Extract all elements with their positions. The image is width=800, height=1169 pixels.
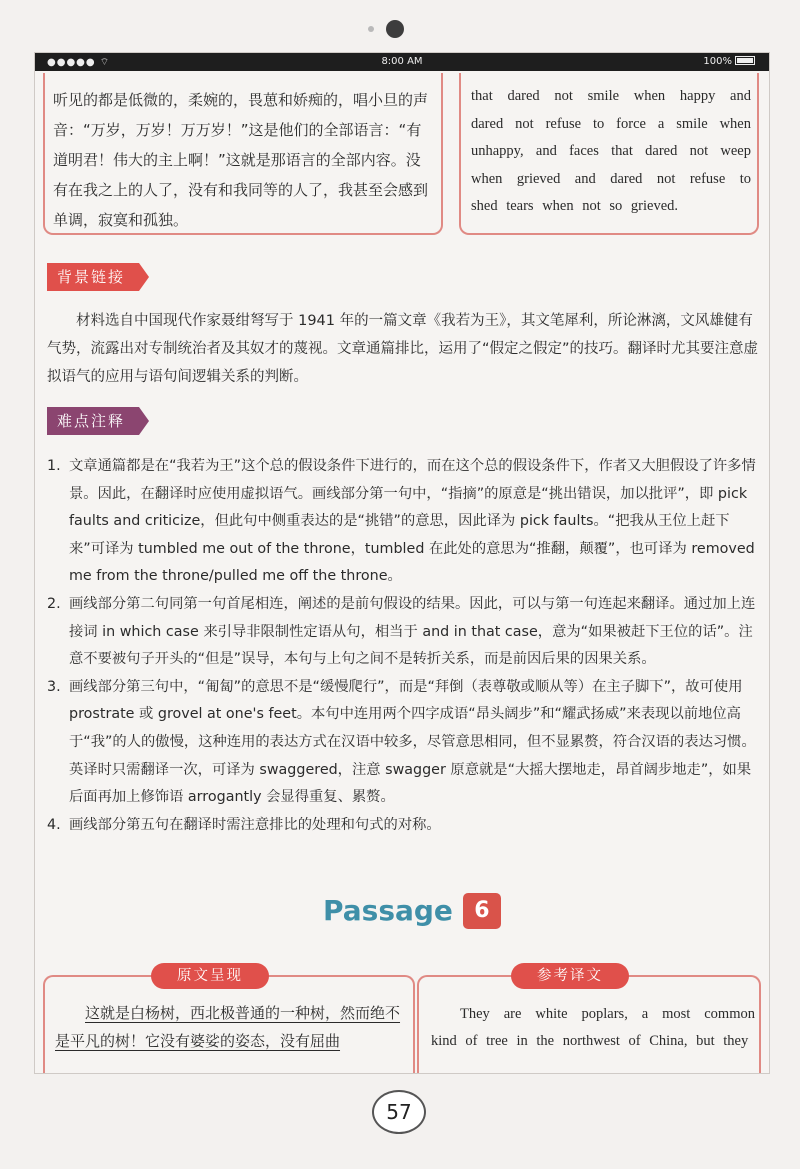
translation-text-en: that dared not smile when happy and dared not refuse to force a smile when unhappy, and faces that dared not weep when grieved and dared not refuse to shed tears when not so grieved. bbox=[471, 88, 751, 214]
status-bar bbox=[35, 53, 769, 71]
note-number: 1. bbox=[47, 458, 61, 474]
note-text: 画线部分第二句同第一句首尾相连，阐述的是前句假设的结果。因此，可以与第一句连起来翻译。通过加上连接词 in which case 来引导非限制性定语从句，相当于 and in that case，意为“如果被赶下王位的话”。注意不要被句子开头的“但是”误导，本句与上句之间不是转折关系，而是前因后果的因果关系。 bbox=[69, 595, 756, 668]
notes-tag: 难点注释 bbox=[47, 407, 139, 435]
status-time: 8:00 AM bbox=[381, 56, 423, 67]
note-text: 文章通篇都是在“我若为王”这个总的假设条件下进行的，而在这个总的假设条件下，作者又大胆假设了许多情景。因此，在翻译时应使用虚拟语气。画线部分第一句中，“指摘”的原意是“挑出错误，加以批评”，即 pick faults and criticize，但此句中侧重表达的是“挑错”的意思，因此译为 pick faults。“把我从王位上赶下来”可译为 tumbled me out of the throne，tumbled 在此处的意思为“推翻，颠覆”，也可译为 removed me from the throne/pulled me off the throne。 bbox=[69, 458, 756, 585]
note-item bbox=[47, 674, 759, 812]
battery-percent: 100% bbox=[703, 56, 732, 67]
sensor-dot bbox=[368, 26, 374, 32]
translation-box bbox=[417, 968, 761, 1073]
note-text: 画线部分第三句中，“匍匐”的意思不是“缓慢爬行”，而是“拜倒（表尊敬或顺从等）在主子脚下”，故可使用 prostrate 或 grovel at one's feet。本句中连用两个四字成语“昂头阔步”和“耀武扬威”来表现以前地位高于“我”的人的傲慢，这种连用的表达方式在汉语中较多，尽管意思相同，但不显累赘，符合汉语的表达习惯。英译时只需翻译一次，可译为 swaggered，注意 swagger 原意就是“大摇大摆地走，昂首阔步地走”，如果后面再加上修饰语 arrogantly 会显得重复、累赘。 bbox=[69, 678, 756, 806]
note-item bbox=[47, 591, 759, 674]
translation-passage-text: They are white poplars, a most common kind of tree in the northwest of China, but they bbox=[431, 1006, 755, 1049]
original-label: 原文呈现 bbox=[151, 963, 269, 989]
camera-dot bbox=[386, 20, 404, 38]
original-text-box-top bbox=[43, 73, 443, 235]
note-number: 4. bbox=[47, 816, 61, 833]
device-camera-row bbox=[0, 18, 800, 42]
page-number: 57 bbox=[372, 1090, 426, 1134]
note-number: 2. bbox=[47, 595, 61, 612]
background-paragraph: 材料选自中国现代作家聂绀弩写于 1941 年的一篇文章《我若为王》，其文笔犀利，所论淋漓，文风雄健有气势，流露出对专制统治者及其奴才的蔑视。文章通篇排比，运用了“假定之假定”的技巧。翻译时尤其要注意虚拟语气的应用与语句间逻辑关系的判断。 bbox=[47, 313, 759, 385]
battery-icon bbox=[735, 56, 755, 65]
original-passage-text: 这就是白杨树，西北极普通的一种树，然而绝不是平凡的树！它没有婆娑的姿态，没有屈曲 bbox=[55, 1004, 401, 1050]
signal-icon: ●●●●● ⌔ bbox=[47, 57, 111, 68]
battery-indicator bbox=[703, 56, 755, 67]
note-number: 3. bbox=[47, 678, 61, 695]
note-text: 画线部分第五句在翻译时需注意排比的处理和句式的对称。 bbox=[69, 816, 441, 833]
translation-label: 参考译文 bbox=[511, 963, 629, 989]
original-text-cn: 听见的都是低微的，柔婉的，畏葸和娇痴的，唱小旦的声音：“万岁，万岁！万万岁！”这是他们的全部语言：“有道明君！伟大的主上啊！”这就是那语言的全部内容。没有在我之上的人了，没有和我同等的人了，我甚至会感到单调，寂寞和孤独。 bbox=[53, 91, 429, 229]
passage-heading bbox=[323, 891, 501, 931]
background-tag: 背景链接 bbox=[47, 263, 139, 291]
original-text-box bbox=[43, 968, 415, 1073]
passage-number-badge: 6 bbox=[463, 893, 501, 929]
notes-list bbox=[47, 453, 759, 839]
tablet-screen bbox=[34, 52, 770, 1074]
passage-word: Passage bbox=[323, 894, 453, 927]
note-item bbox=[47, 812, 759, 840]
translation-box-top bbox=[459, 73, 759, 235]
note-item bbox=[47, 453, 759, 591]
